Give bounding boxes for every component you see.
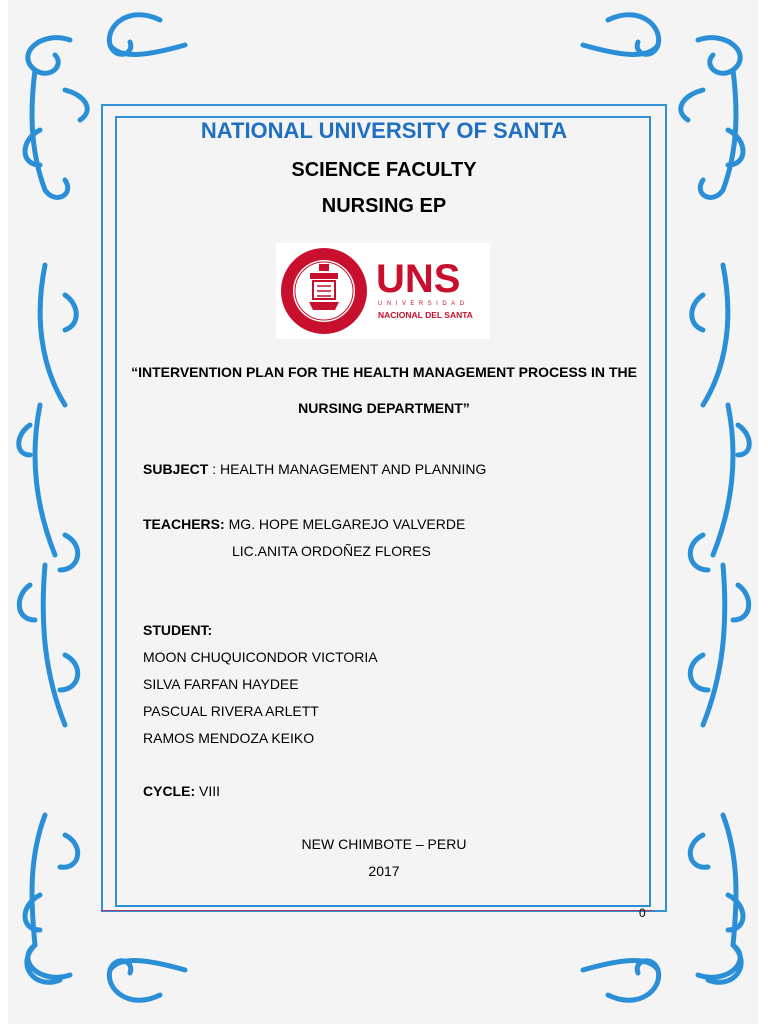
cycle-value: VIII	[199, 783, 221, 799]
student-name: PASCUAL RIVERA ARLETT	[143, 703, 319, 719]
page-edge-right	[758, 0, 768, 1024]
logo-subtitle-spaced: UNIVERSIDAD	[378, 301, 469, 307]
faculty-title: SCIENCE FACULTY	[291, 159, 477, 181]
ornament-left-middle-icon	[10, 255, 90, 755]
page-number: 0	[639, 906, 646, 920]
page-edge-left	[0, 0, 8, 1024]
cycle-label: CYCLE:	[143, 783, 196, 799]
plan-title-line-1: “INTERVENTION PLAN FOR THE HEALTH MANAGEMENT PROCESS IN THE	[131, 364, 637, 380]
footer-place: NEW CHIMBOTE – PERU	[301, 836, 467, 852]
plan-title-line-2: NURSING DEPARTMENT”	[298, 400, 470, 416]
teacher-name: LIC.ANITA ORDOÑEZ FLORES	[232, 543, 431, 559]
teachers-label: TEACHERS:	[143, 516, 225, 532]
subject-label: SUBJECT	[143, 461, 209, 477]
teachers-line	[143, 516, 465, 532]
teacher-name: MG. HOPE MELGAREJO VALVERDE	[228, 516, 466, 532]
student-name: RAMOS MENDOZA KEIKO	[143, 730, 315, 746]
footer-year: 2017	[368, 863, 400, 879]
bottom-rule	[101, 910, 653, 911]
student-name: MOON CHUQUICONDOR VICTORIA	[143, 649, 378, 665]
program-title: NURSING EP	[321, 195, 447, 217]
subject-value: : HEALTH MANAGEMENT AND PLANNING	[208, 461, 487, 477]
student-name: SILVA FARFAN HAYDEE	[143, 676, 299, 692]
subject-line	[143, 461, 486, 477]
logo-subtitle: NACIONAL DEL SANTA	[378, 310, 473, 320]
university-seal-icon	[279, 246, 369, 336]
ornament-right-middle-icon	[678, 255, 758, 755]
logo-acronym: UNS	[376, 257, 461, 301]
university-title: NATIONAL UNIVERSITY OF SANTA	[200, 118, 568, 143]
students-label	[143, 622, 212, 638]
university-logo	[276, 243, 490, 339]
students-label-text: STUDENT:	[143, 622, 213, 638]
cycle-line	[143, 783, 220, 799]
